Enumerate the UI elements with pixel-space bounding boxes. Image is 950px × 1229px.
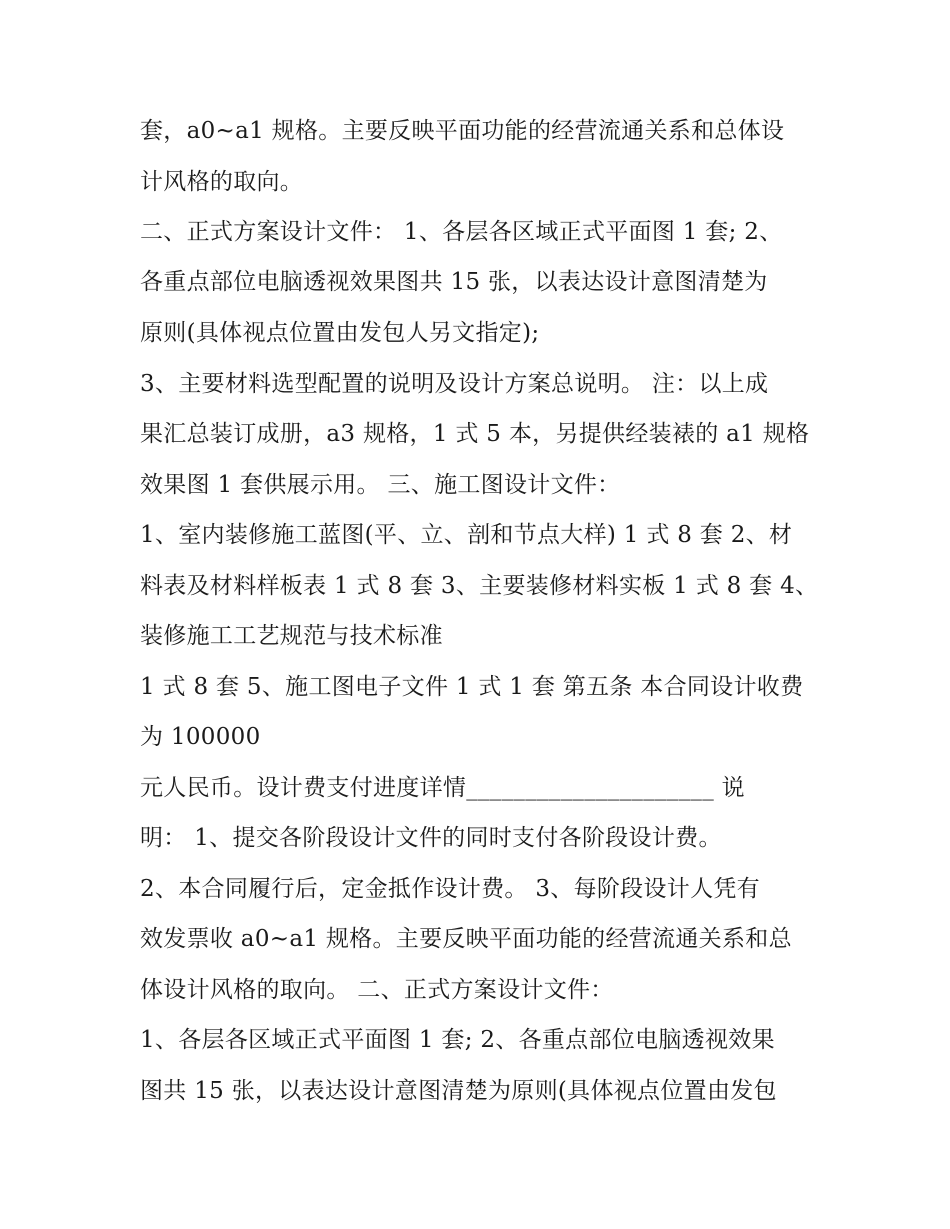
text-line: 2、本合同履行后，定金抵作设计费。 3、每阶段设计人凭有 (140, 876, 760, 902)
text-line: 计风格的取向。 (140, 169, 304, 195)
text-line: 二、正式方案设计文件： 1、各层各区域正式平面图 1 套; 2、 (140, 219, 783, 245)
text-line: 料表及材料样板表 1 式 8 套 3、主要装修材料实板 1 式 8 套 4、 (140, 573, 819, 599)
text-line: 装修施工工艺规范与技术标准 (140, 623, 443, 649)
text-line: 明： 1、提交各阶段设计文件的同时支付各阶段设计费。 (140, 825, 722, 851)
text-line: 原则(具体视点位置由发包人另文指定); (140, 320, 540, 346)
text-line: 效果图 1 套供展示用。 三、施工图设计文件： (140, 472, 621, 498)
text-line: 为 100000 (140, 724, 261, 750)
text-line: 1、室内装修施工蓝图(平、立、剖和节点大样) 1 式 8 套 2、材 (140, 522, 793, 548)
text-line: 1 式 8 套 5、施工图电子文件 1 式 1 套 第五条 本合同设计收费 (140, 674, 804, 700)
text-line: 各重点部位电脑透视效果图共 15 张，以表达设计意图清楚为 (140, 269, 768, 295)
text-line: 套，a0~a1 规格。主要反映平面功能的经营流通关系和总体设 (140, 118, 785, 144)
text-line: 果汇总装订成册，a3 规格，1 式 5 本，另提供经装裱的 a1 规格 (140, 421, 810, 447)
text-line: 体设计风格的取向。 二、正式方案设计文件： (140, 977, 614, 1003)
text-line: 3、主要材料选型配置的说明及设计方案总说明。 注：以上成 (140, 371, 769, 397)
text-line: 1、各层各区域正式平面图 1 套; 2、各重点部位电脑透视效果 (140, 1027, 775, 1053)
text-line: 效发票收 a0~a1 规格。主要反映平面功能的经营流通关系和总 (140, 926, 792, 952)
text-line: 元人民币。设计费支付进度详情_____________________ 说 (140, 775, 745, 801)
text-line: 图共 15 张，以表达设计意图清楚为原则(具体视点位置由发包 (140, 1078, 777, 1104)
